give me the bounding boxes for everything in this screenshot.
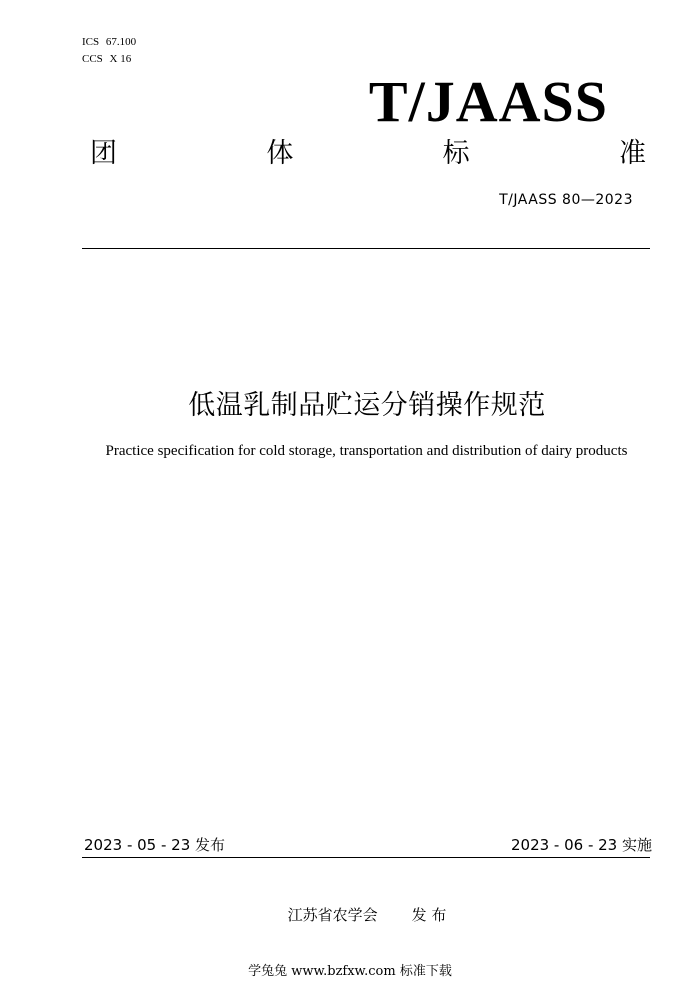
standard-type-char: 标 (442, 138, 470, 169)
footer-watermark: 学兔兔 www.bzfxw.com 标准下载 (248, 964, 452, 979)
publish-date: 2023 - 05 - 23 发布 (84, 836, 226, 854)
publish-action: 发 布 (411, 906, 447, 924)
standard-type-char: 团 (90, 138, 117, 169)
top-divider (82, 248, 650, 249)
publisher-line (0, 904, 700, 925)
chinese-title: 低温乳制品贮运分销操作规范 (188, 390, 546, 421)
ics-value: 67.100 (105, 36, 137, 48)
classification-codes (82, 34, 140, 68)
standard-type-char: 体 (266, 138, 294, 169)
standard-number: T/JAASS 80—2023 (499, 192, 633, 208)
ccs-value: X 16 (109, 53, 132, 65)
ccs-label: CCS (82, 53, 103, 65)
organization-code: T/JAASS (368, 69, 608, 134)
ics-label: ICS (82, 36, 100, 48)
publisher-name: 江苏省农学会 (287, 906, 378, 924)
bottom-divider (82, 857, 650, 858)
english-title: Practice specification for cold storage, transportation and distribution of dairy products (105, 443, 628, 459)
ccs-row (82, 51, 140, 68)
implement-date: 2023 - 06 - 23 实施 (510, 836, 652, 854)
ics-row (82, 34, 140, 51)
standard-type-char: 准 (618, 138, 646, 169)
standard-type (90, 137, 646, 171)
